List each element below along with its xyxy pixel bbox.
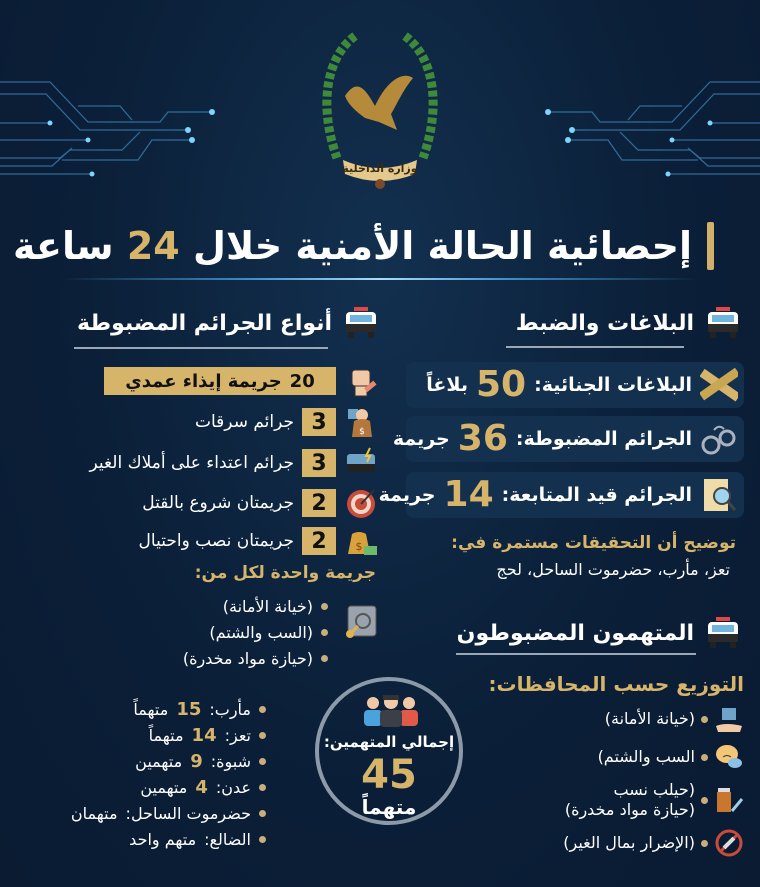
title-accent-bar (707, 222, 714, 270)
stat-seized-crimes (392, 416, 744, 462)
bullet-dot (701, 754, 708, 761)
governorate-item (71, 774, 266, 800)
trust-hand-icon (714, 704, 744, 734)
governorate-unit: متهماً (148, 725, 184, 745)
crime-types-section-header (77, 306, 380, 340)
circuit-decoration-right (520, 60, 760, 200)
reports-heading: البلاغات والضبط (515, 310, 694, 336)
charge-label: السب والشتم) (597, 747, 695, 766)
bullet-dot (259, 758, 266, 765)
charge-label-line2: (حيازة مواد مخدرة) (564, 800, 695, 819)
police-car-icon (704, 616, 742, 650)
stat-label: الجرائم قيد المتابعة: (501, 484, 692, 506)
crime-label: جريمتان نصب واحتيال (138, 531, 294, 551)
reports-section-header (516, 306, 742, 340)
crime-item-assault (104, 364, 378, 398)
bullet-dot (701, 716, 708, 723)
single-crimes-list (183, 593, 328, 671)
crime-badge (302, 527, 336, 555)
investigations-note-title: توضيح أن التحقيقات مستمرة في: (451, 533, 736, 553)
stat-unit: جريمة (392, 428, 450, 450)
police-car-icon (342, 306, 380, 340)
single-crime-item (183, 593, 328, 619)
bullet-dot (259, 836, 266, 843)
total-accused-value: 45 (361, 752, 417, 798)
governorate-item (71, 800, 266, 826)
title-prefix: إحصائية الحالة الأمنية خلال (192, 224, 692, 268)
crime-label: جريمة إيذاء عمدي (125, 370, 282, 392)
single-crime-label: (خيانة الأمانة) (222, 596, 313, 616)
charges-list (563, 704, 744, 866)
crime-tape-icon (700, 366, 738, 404)
crime-types-heading: أنواع الجرائم المضبوطة (77, 310, 332, 336)
bullet-dot (259, 784, 266, 791)
charge-label (565, 780, 695, 820)
crime-item-attempted-murder (142, 486, 378, 520)
bullet-dot (259, 706, 266, 713)
single-crime-label: (السب والشتم) (209, 622, 313, 642)
target-icon (344, 486, 378, 520)
single-crime-label: (حيازة مواد مخدرة) (182, 648, 313, 668)
charge-item (563, 780, 744, 820)
governorate-item (71, 748, 266, 774)
total-accused-unit: متهماً (361, 795, 417, 819)
ministry-emblem (315, 18, 445, 190)
governorate-count: 9 (190, 750, 203, 772)
governorate-count: 14 (191, 724, 217, 746)
crime-count: 3 (311, 409, 327, 435)
crime-badge (104, 367, 336, 395)
governorate-name: تعز: (224, 725, 251, 745)
charge-label-line1: (حيلب نسب (613, 780, 695, 799)
stat-unit: جريمة (378, 484, 436, 506)
governorate-name: مأرب: (209, 699, 251, 719)
governorate-count: 4 (195, 776, 208, 798)
bullet-dot (321, 603, 328, 610)
governorate-unit: متهم واحد (129, 829, 197, 849)
title-suffix: ساعة (12, 224, 114, 268)
governorate-unit: متهمين (140, 777, 188, 797)
governorate-unit: متهماً (133, 699, 169, 719)
angry-chat-icon (714, 742, 744, 772)
eagle-wreath-icon (315, 18, 445, 190)
page-title (12, 218, 720, 278)
svg-text:$: $ (355, 540, 363, 553)
crime-types-underline (74, 347, 328, 349)
charge-item (563, 828, 744, 858)
crime-badge (302, 489, 336, 517)
no-drugs-icon (714, 828, 744, 858)
governorate-item (71, 826, 266, 852)
drug-bottle-icon (714, 785, 744, 815)
accused-section-header (457, 616, 742, 650)
stat-value: 50 (475, 364, 527, 405)
crime-count: 3 (311, 450, 327, 476)
charge-label: (خيانة الأمانة) (604, 709, 695, 728)
governorate-unit: متهمان (70, 803, 118, 823)
crime-item-property (90, 446, 378, 480)
governorate-item (71, 722, 266, 748)
bullet-dot (321, 629, 328, 636)
crime-badge (302, 449, 336, 477)
crime-item-fraud (139, 524, 378, 558)
governorate-name: عدن: (215, 777, 251, 797)
investigations-note-places: تعز، مأرب، حضرموت الساحل، لحج (496, 560, 730, 579)
total-accused-circle (315, 677, 463, 825)
stat-label: البلاغات الجنائية: (534, 374, 692, 396)
stat-pending-crimes (378, 472, 744, 518)
total-accused-label: إجمالي المتهمين: (323, 733, 455, 751)
crime-label: جريمتان شروع بالقتل (142, 493, 294, 513)
handcuffs-icon (700, 420, 738, 458)
governorate-name: حضرموت الساحل: (125, 803, 251, 823)
governorate-unit: متهمين (135, 751, 183, 771)
stat-unit: بلاغاً (426, 374, 468, 396)
bullet-dot (259, 810, 266, 817)
governorate-item (71, 696, 266, 722)
charge-item (563, 742, 744, 772)
bullet-dot (701, 797, 708, 804)
crime-count: 2 (311, 528, 327, 554)
governorate-count: 15 (176, 698, 202, 720)
safe-icon (344, 604, 378, 642)
accused-heading: المتهمون المضبوطون (456, 620, 694, 646)
single-crimes-heading: جريمة واحدة لكل من: (194, 563, 376, 583)
single-crime-item (183, 619, 328, 645)
governorate-name: شبوة: (210, 751, 251, 771)
stat-value: 14 (443, 474, 494, 515)
crime-label: جرائم اعتداء على أملاك الغير (89, 453, 294, 473)
stat-criminal-reports (406, 362, 744, 408)
svg-text:وزارة الداخلية: وزارة الداخلية (342, 162, 418, 175)
document-search-icon (700, 476, 738, 514)
reports-underline (506, 346, 684, 348)
people-icon (361, 693, 421, 727)
governorates-list (71, 696, 266, 852)
title-text (13, 220, 692, 272)
charge-label: (الإضرار بمال الغير) (563, 833, 695, 852)
charge-item (563, 704, 744, 734)
crime-item-theft (195, 405, 378, 439)
crime-count: 2 (311, 490, 327, 516)
title-number: 24 (126, 224, 180, 268)
crime-label: جرائم سرقات (195, 412, 294, 432)
stat-value: 36 (457, 418, 508, 459)
crime-count: 20 (289, 370, 315, 392)
single-crime-item (183, 645, 328, 671)
svg-text:$: $ (359, 427, 365, 437)
car-damage-icon (344, 446, 378, 480)
distribution-heading: التوزيع حسب المحافظات: (488, 672, 744, 696)
title-divider (60, 278, 700, 280)
governorate-name: الضالع: (204, 829, 251, 849)
bullet-dot (321, 655, 328, 662)
bullet-dot (701, 840, 708, 847)
money-bag-hand-icon (344, 405, 378, 439)
fist-icon (344, 364, 378, 398)
money-bag-icon (344, 524, 378, 558)
police-car-icon (704, 306, 742, 340)
crime-badge (302, 408, 336, 436)
bullet-dot (259, 732, 266, 739)
stat-label: الجرائم المضبوطة: (515, 428, 692, 450)
circuit-decoration-left (0, 60, 240, 200)
accused-underline (456, 653, 696, 655)
